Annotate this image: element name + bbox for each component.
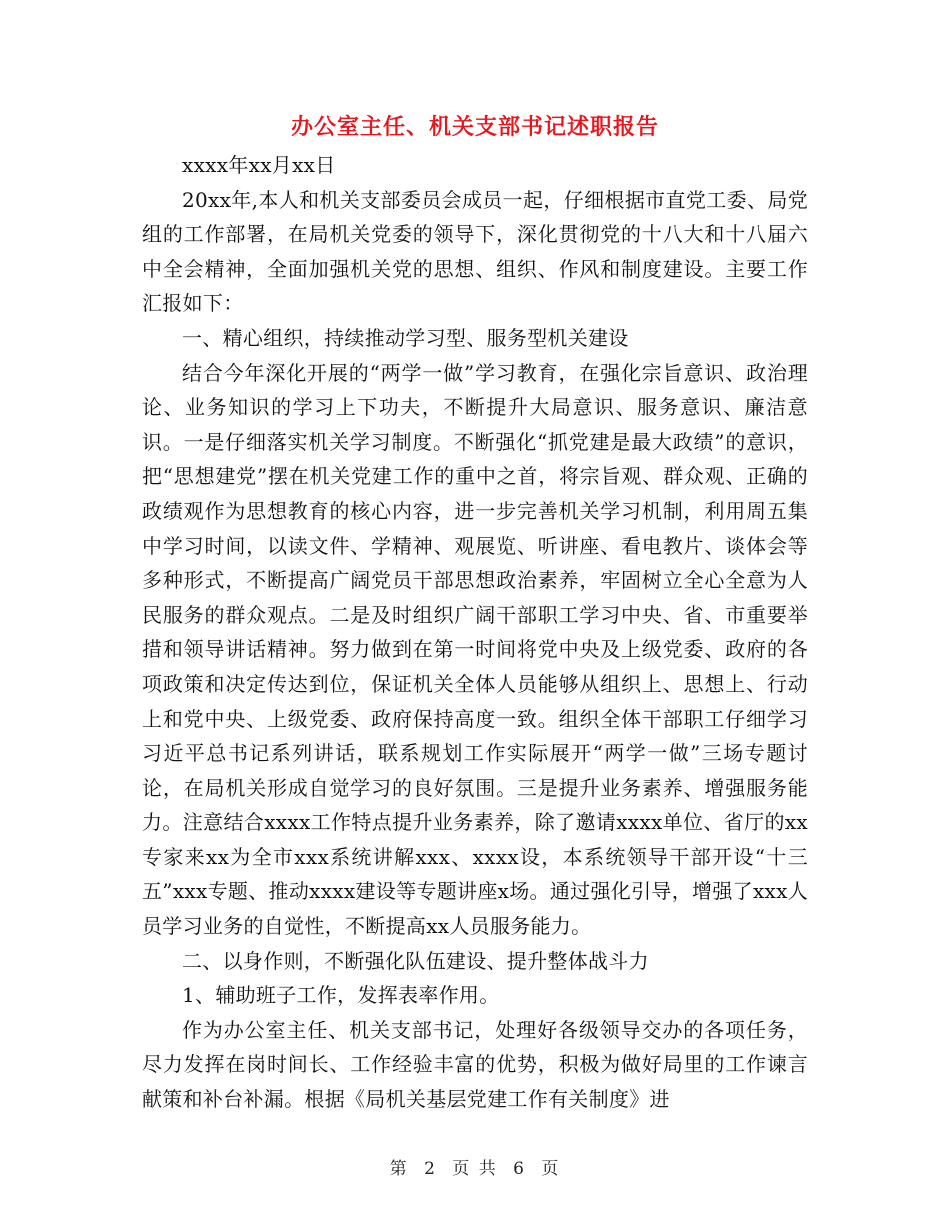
section-heading-2: 二、以身作则，不断强化队伍建设、提升整体战斗力: [182, 948, 649, 973]
date-line: xxxx年xx月xx日: [182, 153, 336, 177]
footer-middle: 页 共: [452, 1159, 498, 1179]
footer-suffix: 页: [541, 1159, 561, 1179]
footer-page-number: 2: [424, 1159, 437, 1179]
footer-total-pages: 6: [513, 1159, 526, 1179]
section-1-paragraph: 结合今年深化开展的“两学一做”学习教育，在强化宗旨意识、政治理论、业务知识的学习上下功夫，不断提升大局意识、服务意识、廉洁意识。一是仔细落实机关学习制度。不断强化“抓党建是最大政绩”的意识，把“思想建党”摆在机关党建工作的重中之首，将宗旨观、群众观、正确的政绩观作为思想教育的核心内容，进一步完善机关学习机制，利用周五集中学习时间，以读文件、学精神、观展览、听讲座、看电教片、谈体会等多种形式，不断提高广阔党员干部思想政治素养，牢固树立全心全意为人民服务的群众观点。二是及时组织广阔干部职工学习中央、省、市重要举措和领导讲话精神。努力做到在第一时间将党中央及上级党委、政府的各项政策和决定传达到位，保证机关全体人员能够从组织上、思想上、行动上和党中央、上级党委、政府保持高度一致。组织全体干部职工仔细学习习近平总书记系列讲话，联系规划工作实际展开“两学一做”三场专题讨论，在局机关形成自觉学习的良好氛围。三是提升业务素养、增强服务能力。注意结合xxxx工作特点提升业务素养，除了邀请xxxx单位、省厅的xx专家来xx为全市xxx系统讲解xxx、xxxx设，本系统领导干部开设“十三五”xxx专题、推动xxxx建设等专题讲座x场。通过强化引导，增强了xxx人员学习业务的自觉性，不断提高xx人员服务能力。: [142, 360, 808, 939]
document-body: [142, 148, 808, 1117]
page-footer: [0, 1154, 950, 1179]
subsection-1-paragraph: 作为办公室主任、机关支部书记，处理好各级领导交办的各项任务，尽力发挥在岗时间长、工作经验丰富的优势，积极为做好局里的工作谏言献策和补台补漏。根据《局机关基层党建工作有关制度》进: [142, 1017, 808, 1112]
document-title: 办公室主任、机关支部书记述职报告: [290, 115, 659, 140]
section-heading-1: 一、精心组织，持续推动学习型、服务型机关建设: [182, 325, 629, 350]
footer-prefix: 第: [389, 1159, 409, 1179]
intro-paragraph: 20xx年,本人和机关支部委员会成员一起，仔细根据市直党工委、局党组的工作部署，在局机关党委的领导下，深化贯彻党的十八大和十八届六中全会精神，全面加强机关党的思想、组织、作风和制度建设。主要工作汇报如下：: [142, 187, 808, 316]
subsection-heading-1: 1、辅助班子工作，发挥表率作用。: [182, 983, 500, 1008]
